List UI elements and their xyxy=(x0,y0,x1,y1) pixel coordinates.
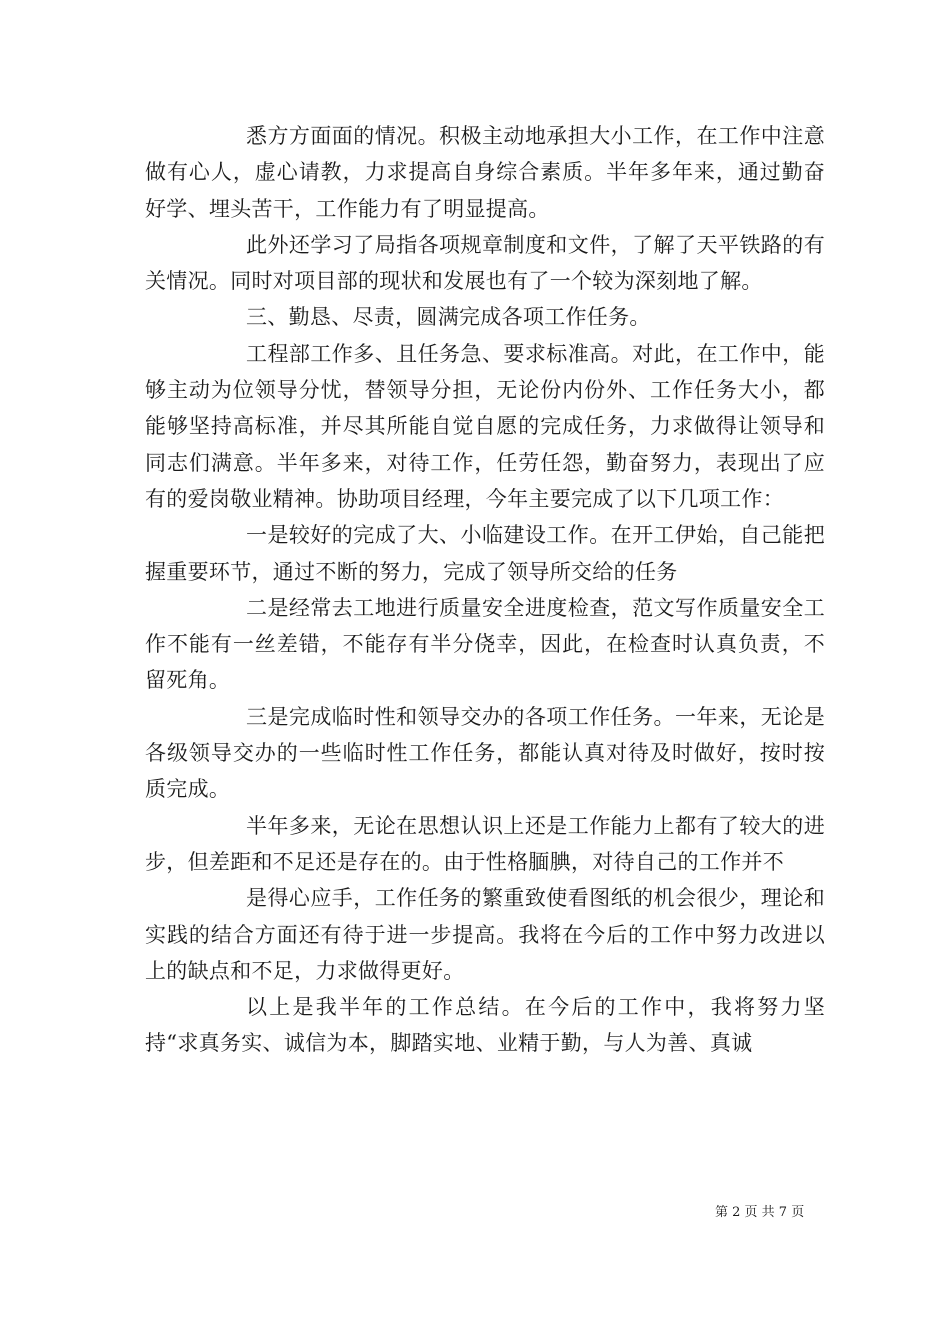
page-number-footer: 第 2 页 共 7 页 xyxy=(715,1205,805,1220)
paragraph-8: 半年多来，无论在思想认识上还是工作能力上都有了较大的进步，但差距和不足还是存在的。由于性格腼腆，对待自己的工作并不 xyxy=(145,813,825,874)
section-heading-3: 三、勤恳、尽责，圆满完成各项工作任务。 xyxy=(246,305,651,330)
paragraph-1: 悉方方面面的情况。积极主动地承担大小工作，在工作中注意做有心人，虚心请教，力求提高自身综合素质。半年多年来，通过勤奋好学、埋头苦干，工作能力有了明显提高。 xyxy=(145,124,825,221)
document-body xyxy=(145,118,825,1062)
paragraph-10: 以上是我半年的工作总结。在今后的工作中，我将努力坚持“求真务实、诚信为本，脚踏实地、业精于勤，与人为善、真诚 xyxy=(145,995,825,1056)
paragraph-2: 此外还学习了局指各项规章制度和文件，了解了天平铁路的有关情况。同时对项目部的现状和发展也有了一个较为深刻地了解。 xyxy=(145,232,825,294)
paragraph-6: 二是经常去工地进行质量安全进度检查，范文写作质量安全工作不能有一丝差错，不能存有半分侥幸，因此，在检查时认真负责，不留死角。 xyxy=(145,595,825,693)
paragraph-5: 一是较好的完成了大、小临建设工作。在开工伊始，自己能把握重要环节，通过不断的努力，完成了领导所交给的任务 xyxy=(145,523,825,584)
paragraph-9: 是得心应手，工作任务的繁重致使看图纸的机会很少，理论和实践的结合方面还有待于进一步提高。我将在今后的工作中努力改进以上的缺点和不足，力求做得更好。 xyxy=(145,886,825,983)
paragraph-7: 三是完成临时性和领导交办的各项工作任务。一年来，无论是各级领导交办的一些临时性工作任务，都能认真对待及时做好，按时按质完成。 xyxy=(145,704,825,802)
paragraph-4: 工程部工作多、且任务急、要求标准高。对此，在工作中，能够主动为位领导分忧，替领导分担，无论份内份外、工作任务大小，都能够坚持高标准，并尽其所能自觉自愿的完成任务，力求做得让领导和同志们满意。半年多来，对待工作，任劳任怨，勤奋努力，表现出了应有的爱岗敬业精神。协助项目经理，今年主要完成了以下几项工作： xyxy=(145,341,825,511)
